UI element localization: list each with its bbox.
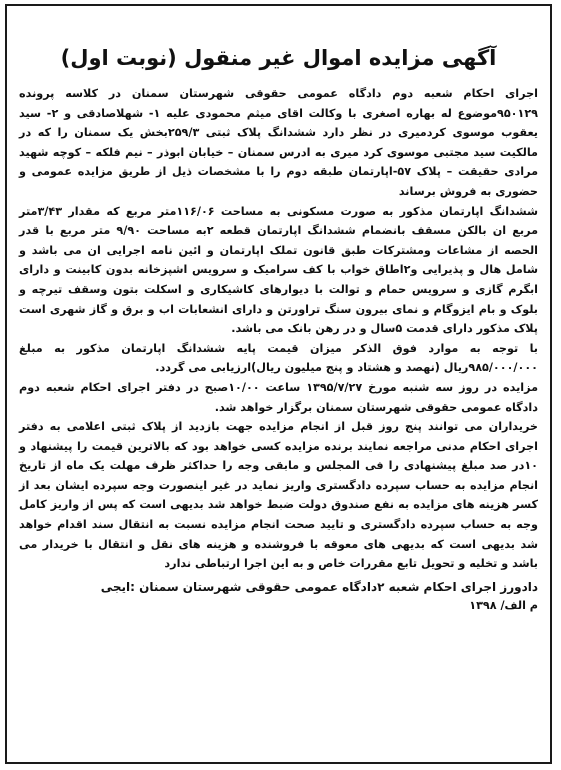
notice-paragraph-property-description: ششدانگ اپارتمان مذکور به صورت مسکونی به مساحت ۱۱۶/۰۶متر مربع که مقدار ۳/۴۳متر مربع ان بالکن مسقف بانضمام ششدانگ اپارتمان قطعه ۲به مساحت ۹/۹۰ متر مربع با قدر الحصه از مشاعات ومشترکات طبق قانون تملک اپارتمان و ائین نامه اجرایی ان می باشد و شامل هال و پذیرایی و۲اطاق خواب با کف سرامیک و سرویس اشپزخانه بدون کابینت و دارای ابگرم گازی و سرویس حمام و توالت با دیوارهای کاشیکاری و اسکلت بتون وسقف تیرچه و بلوک و بام ایزوگام و نمای بیرون سنگ تراورتن و دارای انشعابات اب و برق و گاز شهری است پلاک مذکور دارای قدمت ۵سال و در رهن بانک می باشد. bbox=[19, 204, 538, 336]
legal-notice bbox=[5, 4, 552, 764]
notice-paragraph-auction-date: مزایده در روز سه شنبه مورخ ۱۳۹۵/۷/۲۷ ساعت ۱۰/۰۰صبح در دفتر اجرای احکام شعبه دوم دادگاه عمومی حقوقی شهرستان سمنان برگزار خواهد شد. bbox=[19, 380, 538, 414]
notice-title: آگهی مزایده اموال غیر منقول (نوبت اول) bbox=[60, 46, 497, 70]
notice-body bbox=[19, 84, 538, 574]
notice-paragraph-base-price: با توجه به موارد فوق الذکر میزان قیمت پایه ششدانگ اپارتمان مذکور به مبلغ ۹۸۵/۰۰۰/۰۰۰ریال (نهصد و هشتاد و پنج میلیون ریال)ارزیابی می گردد. bbox=[19, 341, 538, 375]
notice-paragraph-case: اجرای احکام شعبه دوم دادگاه عمومی حقوقی شهرستان سمنان در کلاسه پرونده ۹۵۰۱۲۹موضوع له بهاره اصغری با وکالت اقای میثم محمودی علیه ۱- شهلاصادقی و ۲- سید یعقوب موسوی کردمیری در نظر دارد ششدانگ پلاک ثبتی ۲۵۹/۳بخش یک سمنان را که در مالکیت سید مجتبی موسوی کرد میری به ادرس سمنان – خیابان ابوذر – نیم فلکه – کوچه شهید مرادی حقیقت – پلاک ۵۷-اپارتمان طبقه دوم را با مشخصات ذیل از طریق مزایده عمومی و حضوری به فروش برساند bbox=[19, 87, 539, 198]
notice-reference-code: م الف/ ۱۳۹۸ bbox=[469, 598, 538, 612]
notice-signature: دادورز اجرای احکام شعبه ۲دادگاه عمومی حقوقی شهرستان سمنان :ایجی bbox=[100, 579, 538, 594]
notice-paragraph-conditions: خریداران می توانند پنج روز قبل از انجام مزایده جهت بازدید از پلاک ثبتی اعلامی به دفتر اجرای احکام مدنی مراجعه نمایند برنده مزایده کسی خواهد بود که بالاترین قیمت را پیشنهاد و ۱۰در صد مبلغ پیشنهادی را فی المجلس و مابقی وجه را حداکثر ظرف مهلت یک ماه از تاریخ انجام مزایده به حساب سپرده دادگستری واریز نماید در غیر اینصورت وجه سپرده ایشان بعد از کسر هزینه های مزایده به نفع صندوق دولت ضبط خواهد شد بدیهی است که پس از واریز کامل وجه به حساب سپرده دادگستری و تایید صحت انجام مزایده نسبت به انتقال سند اقدام خواهد شد بدیهی است که بدیهی های معوقه با فروشنده و هزینه های نقل و انتقال با خریدار می باشد و تخلیه و تحویل تابع مقررات خاص و به این اجرا ارتباطی ندارد bbox=[19, 420, 538, 571]
